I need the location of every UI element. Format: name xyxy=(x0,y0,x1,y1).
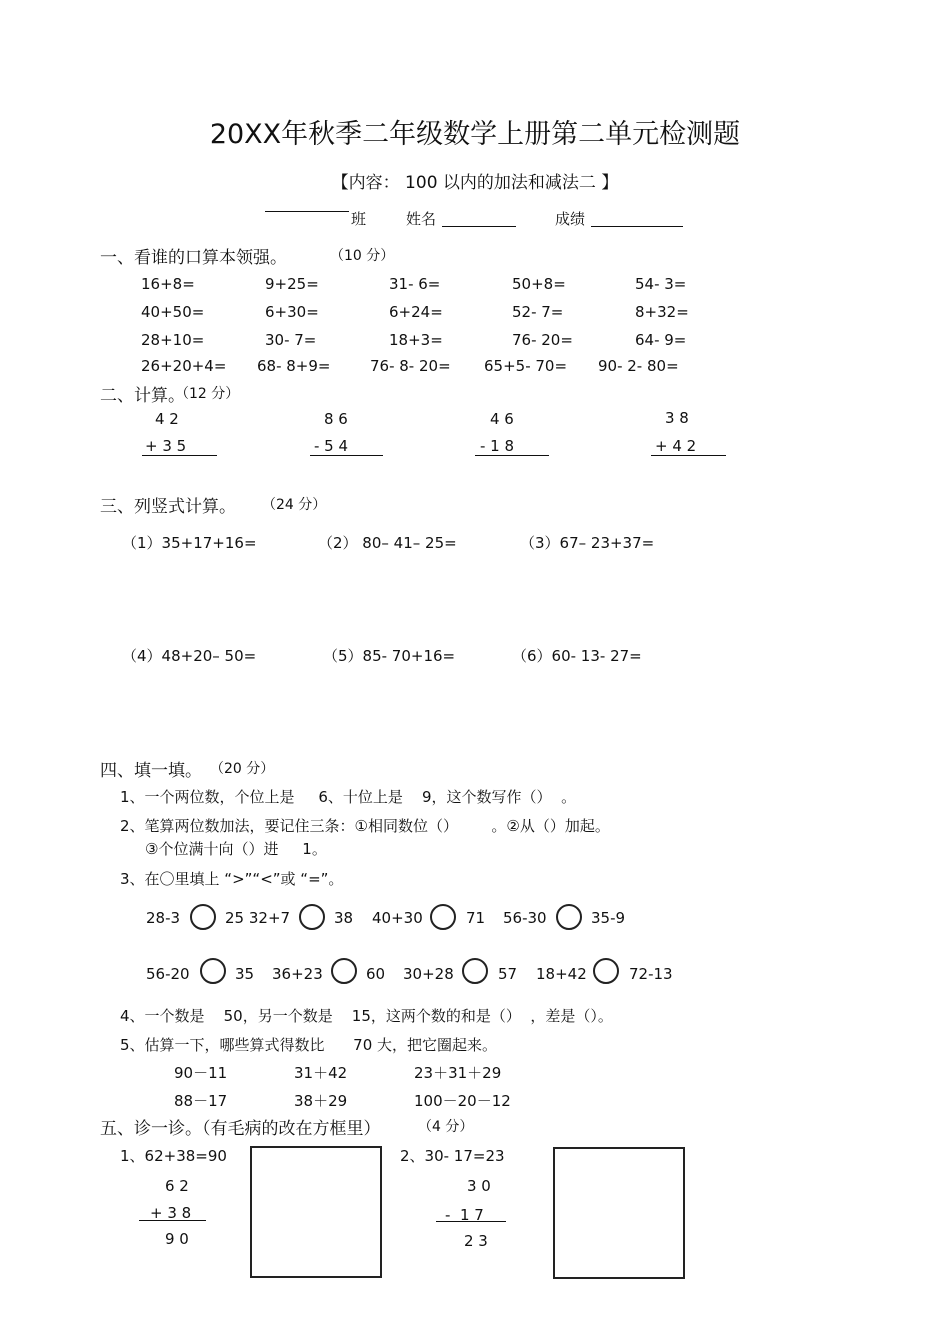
s2-item-4-bottom: + 4 2 xyxy=(655,437,697,455)
cmp1-g: 35-9 xyxy=(591,909,626,927)
s5-p1-answer-box[interactable] xyxy=(250,1146,382,1278)
s2-item-3-bottom: - 1 8 xyxy=(480,437,515,455)
s5-p2-line xyxy=(436,1221,506,1222)
s5-p1-result: 9 0 xyxy=(165,1230,189,1248)
s4-q3: 3、在〇里填上 “>”“<”或 “=”。 xyxy=(120,870,344,888)
cmp2-circle-2[interactable] xyxy=(331,958,357,984)
s2-item-3-top: 4 6 xyxy=(490,410,514,428)
cmp2-b: 35 xyxy=(235,965,255,983)
cmp1-circle-4[interactable] xyxy=(556,904,582,930)
score-label: 成绩 xyxy=(555,210,586,228)
s3-item-1: （1）35+17+16= xyxy=(122,534,257,552)
section-5-heading: 五、诊一诊。（有毛病的改在方框里） xyxy=(100,1119,381,1139)
s2-item-2-bottom: - 5 4 xyxy=(314,437,349,455)
cmp2-h: 72-13 xyxy=(629,965,673,983)
cmp1-circle-2[interactable] xyxy=(299,904,325,930)
cmp2-f: 57 xyxy=(498,965,518,983)
s1-r2-c4: 64- 9= xyxy=(635,331,687,349)
s1-r3-c0: 26+20+4= xyxy=(141,357,227,375)
s2-item-2-top: 8 6 xyxy=(324,410,348,428)
s2-item-1-bottom: + 3 5 xyxy=(145,437,187,455)
s5-p2-top: 3 0 xyxy=(467,1177,491,1195)
s2-item-4-top: 3 8 xyxy=(665,409,689,427)
s1-r1-c3: 52- 7= xyxy=(512,303,564,321)
s4-q5: 5、估算一下，哪些算式得数比 70 大，把它圈起来。 xyxy=(120,1036,498,1054)
page-subtitle: 【内容： 100 以内的加法和减法二 】 xyxy=(331,173,619,193)
section-4-heading: 四、填一填。 xyxy=(100,761,202,781)
section-3-score: （24 分） xyxy=(262,497,327,513)
s1-r3-c3: 65+5- 70= xyxy=(484,357,568,375)
cmp1-c: 38 xyxy=(334,909,354,927)
s5-p1-bottom: + 3 8 xyxy=(150,1204,192,1222)
section-2-heading: 二、计算。 xyxy=(100,386,185,406)
score-blank[interactable] xyxy=(591,226,683,227)
cmp1-d: 40+30 xyxy=(372,909,423,927)
s1-r1-c4: 8+32= xyxy=(635,303,689,321)
s2-item-3-line xyxy=(475,455,549,456)
s2-item-4-line xyxy=(651,455,726,456)
s4-q1: 1、一个两位数，个位上是 6、十位上是 9，这个数写作（） 。 xyxy=(120,788,577,806)
estimate-6[interactable]: 100－20－12 xyxy=(414,1092,511,1110)
s1-r1-c2: 6+24= xyxy=(389,303,443,321)
section-1-score: （10 分） xyxy=(330,248,395,264)
s2-item-1-top: 4 2 xyxy=(155,410,179,428)
section-4-score: （20 分） xyxy=(210,761,275,777)
class-blank[interactable] xyxy=(265,211,349,212)
estimate-1[interactable]: 90－11 xyxy=(174,1064,228,1082)
cmp1-b: 25 32+7 xyxy=(225,909,291,927)
s5-p1-label: 1、62+38=90 xyxy=(120,1147,227,1165)
cmp2-a: 56-20 xyxy=(146,965,190,983)
cmp1-e: 71 xyxy=(466,909,486,927)
s2-item-2-line xyxy=(310,455,383,456)
class-label: 班 xyxy=(351,210,367,228)
cmp1-circle-1[interactable] xyxy=(190,904,216,930)
s3-item-3: （3）67– 23+37= xyxy=(520,534,655,552)
s1-r0-c3: 50+8= xyxy=(512,275,566,293)
s4-q4: 4、一个数是 50，另一个数是 15，这两个数的和是（） ，差是（）。 xyxy=(120,1007,613,1025)
s1-r0-c2: 31- 6= xyxy=(389,275,441,293)
name-blank[interactable] xyxy=(442,226,516,227)
s1-r2-c1: 30- 7= xyxy=(265,331,317,349)
section-3-heading: 三、列竖式计算。 xyxy=(100,497,236,517)
cmp2-g: 18+42 xyxy=(536,965,587,983)
s1-r3-c4: 90- 2- 80= xyxy=(598,357,679,375)
s1-r0-c1: 9+25= xyxy=(265,275,319,293)
s1-r1-c0: 40+50= xyxy=(141,303,205,321)
section-1-heading: 一、看谁的口算本领强。 xyxy=(100,248,287,268)
cmp2-e: 30+28 xyxy=(403,965,454,983)
s5-p2-bottom: - 1 7 xyxy=(445,1206,484,1224)
s1-r2-c3: 76- 20= xyxy=(512,331,573,349)
s1-r0-c0: 16+8= xyxy=(141,275,195,293)
cmp2-circle-3[interactable] xyxy=(462,958,488,984)
cmp2-c: 36+23 xyxy=(272,965,323,983)
cmp2-d: 60 xyxy=(366,965,386,983)
s1-r3-c1: 68- 8+9= xyxy=(257,357,331,375)
s1-r3-c2: 76- 8- 20= xyxy=(370,357,451,375)
s3-item-2: （2） 80– 41– 25= xyxy=(318,534,457,552)
section-5-score: （4 分） xyxy=(418,1119,474,1135)
s1-r0-c4: 54- 3= xyxy=(635,275,687,293)
estimate-3[interactable]: 23＋31＋29 xyxy=(414,1064,502,1082)
s5-p1-line xyxy=(139,1220,206,1221)
estimate-2[interactable]: 31＋42 xyxy=(294,1064,348,1082)
s1-r2-c2: 18+3= xyxy=(389,331,443,349)
cmp2-circle-4[interactable] xyxy=(593,958,619,984)
cmp2-circle-1[interactable] xyxy=(200,958,226,984)
page-title: 20XX年秋季二年级数学上册第二单元检测题 xyxy=(209,119,741,150)
name-label: 姓名 xyxy=(406,210,437,228)
s4-q2a: 2、笔算两位数加法，要记住三条：①相同数位（） 。②从（）加起。 xyxy=(120,817,610,835)
cmp1-a: 28-3 xyxy=(146,909,181,927)
s5-p1-top: 6 2 xyxy=(165,1177,189,1195)
estimate-4[interactable]: 88－17 xyxy=(174,1092,228,1110)
section-2-score: （12 分） xyxy=(175,386,240,402)
estimate-5[interactable]: 38＋29 xyxy=(294,1092,348,1110)
s4-q2b: ③个位满十向（）进 1。 xyxy=(145,840,327,858)
s5-p2-answer-box[interactable] xyxy=(553,1147,685,1279)
cmp1-circle-3[interactable] xyxy=(430,904,456,930)
cmp1-f: 56-30 xyxy=(503,909,547,927)
s3-item-6: （6）60- 13- 27= xyxy=(512,647,642,665)
s1-r1-c1: 6+30= xyxy=(265,303,319,321)
s1-r2-c0: 28+10= xyxy=(141,331,205,349)
s2-item-1-line xyxy=(142,455,217,456)
s5-p2-result: 2 3 xyxy=(464,1232,488,1250)
s3-item-4: （4）48+20– 50= xyxy=(122,647,257,665)
s3-item-5: （5）85- 70+16= xyxy=(323,647,456,665)
s5-p2-label: 2、30- 17=23 xyxy=(400,1147,505,1165)
